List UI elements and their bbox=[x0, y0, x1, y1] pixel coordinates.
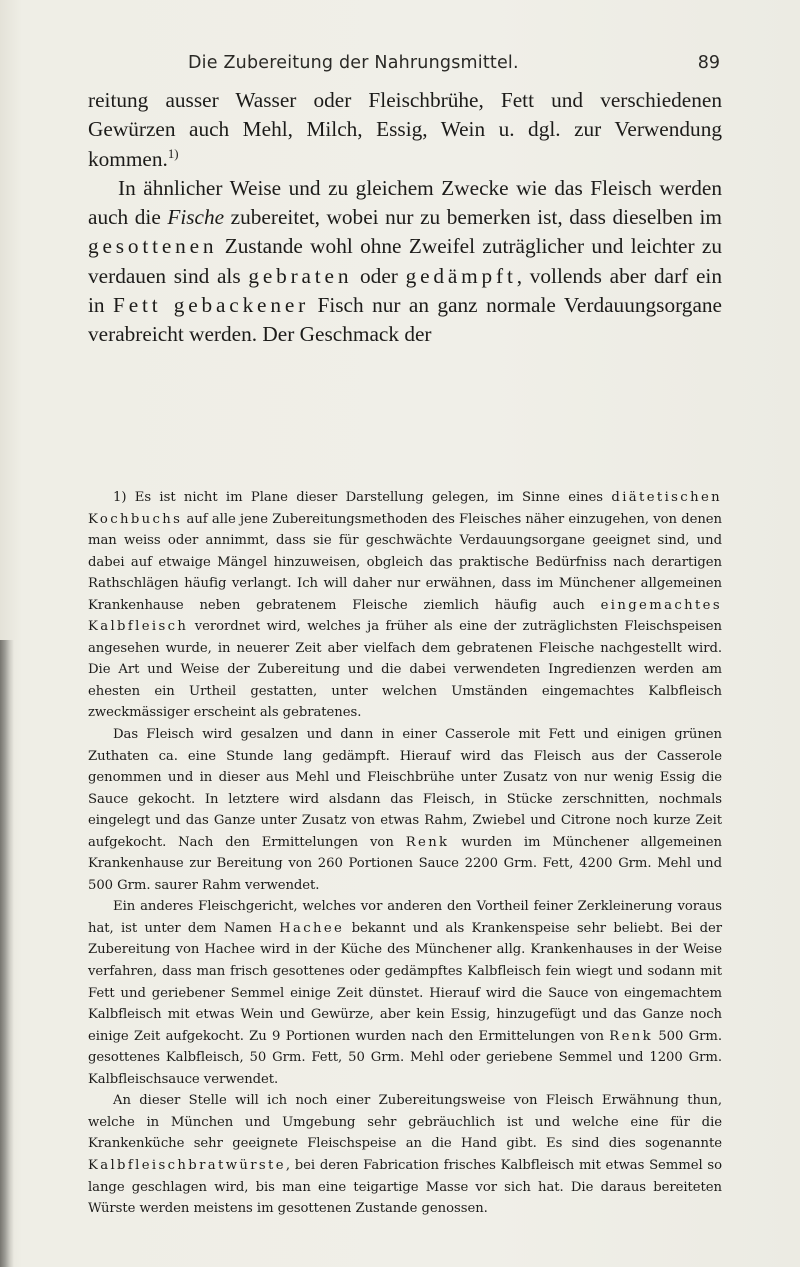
footnote-text: 500 Grm. gesottenes Kalbfleisch, 50 Grm. Fett, 50 Grm. Mehl oder geriebene Semmel und 1200 Grm. Kalbfleischsauce verwendet. bbox=[88, 1028, 723, 1087]
spaced-emphasis: Renk bbox=[405, 834, 450, 850]
footnote-reference: 1) bbox=[167, 146, 179, 161]
spaced-emphasis: eingemachtes Kalbfleisch bbox=[88, 597, 722, 635]
footnote-text: verordnet wird, welches ja früher als eine der zuträglichsten Fleischspeisen angesehen wurde, in neuerer Zeit aber vielfach dem gebratenen Fleische nachgestellt wird. Die Art und Weise der Zubereitung und die dabei verwendeten Ingredienzen werden am ehesten ein Urtheil gestatten, unter welchen Umständen eingemachtes Kalbfleisch zweckmässiger erscheint als gebratenes. bbox=[88, 619, 722, 721]
footnote-text: 1) Es ist nicht im Plane dieser Darstellung gelegen, im Sinne eines bbox=[113, 490, 612, 505]
paragraph-text: reitung ausser Wasser oder Fleischbrühe, Fett und verschiedenen Gewürzen auch Mehl, Milch, Essig, Wein u. dgl. zur Verwendung kommen. bbox=[88, 88, 722, 171]
spaced-emphasis: gedämpft bbox=[405, 263, 517, 288]
footnote-text: , bei deren Fabrication frisches Kalbfleisch mit etwas Semmel so lange geschlagen wird, bis man eine teigartige Masse vor sich hat. Die daraus bereiteten Würste werden meistens im gesottenen Zustande genossen. bbox=[88, 1157, 722, 1217]
footnote-paragraph-2 bbox=[88, 724, 722, 896]
paragraph-text: zubereitet, wobei nur zu bemerken ist, dass dieselben im bbox=[224, 205, 722, 230]
footnote-paragraph-4 bbox=[88, 1090, 722, 1219]
footnote-text: wurden im Münchener allgemeinen Krankenhause zur Bereitung von 260 Portionen Sauce 2200 Grm. Fett, 4200 Grm. Mehl und 500 Grm. saurer Rahm verwendet. bbox=[88, 834, 722, 893]
paragraph-text: oder bbox=[352, 263, 406, 288]
spaced-emphasis: gebraten bbox=[248, 263, 353, 288]
spaced-emphasis: Fett gebackener bbox=[113, 293, 310, 318]
footnote-text: Das Fleisch wird gesalzen und dann in einer Casserole mit Fett und einigen grünen Zuthaten ca. eine Stunde lang gedämpft. Hierauf wird das Fleisch aus der Casserole genommen und in dieser aus Mehl und Fleischbrühe unter Zusatz von nur wenig Essig die Sauce gekocht. In letztere wird alsdann das Fleisch, in Stücke zerschnitten, nochmals eingelegt und das Ganze unter Zusatz von etwas Rahm, Zwiebel und Citrone noch kurze Zeit aufgekocht. Nach den Ermittelungen von bbox=[88, 727, 722, 850]
footnote-text: Ein anderes Fleischgericht, welches vor anderen den Vortheil feiner Zerkleinerung voraus hat, ist unter dem Namen bbox=[88, 899, 722, 936]
page-number: 89 bbox=[697, 53, 720, 73]
spaced-emphasis: Kalbfleischbratwürste bbox=[88, 1157, 286, 1173]
paragraph-text: Zustande wohl ohne Zweifel zuträglicher und leichter zu verdauen sind als bbox=[88, 234, 722, 288]
spaced-emphasis: diätetischen Kochbuchs bbox=[88, 490, 722, 527]
footnote-paragraph-3 bbox=[88, 896, 722, 1090]
running-title: Die Zubereitung der Nahrungsmittel. bbox=[188, 53, 519, 73]
spaced-emphasis: Renk bbox=[609, 1028, 653, 1044]
body-paragraph-1 bbox=[88, 86, 722, 174]
body-paragraph-2 bbox=[88, 174, 722, 350]
paragraph-text: Fisch nur an ganz normale Verdauungsorgane verabreicht werden. Der Geschmack der bbox=[88, 293, 722, 347]
footnote-text: bekannt und als Krankenspeise sehr beliebt. Bei der Zubereitung von Hachee wird in der Küche des Münchener allg. Krankenhauses in der Weise verfahren, dass man frisch gesottenes oder gedämpftes Kalbfleisch fein wiegt und sodann mit Fett und geriebener Semmel einige Zeit dünstet. Hierauf wird die Sauce von eingemachtem Kalbfleisch mit etwas Wein und Gewürze, aber kein Essig, hinzugefügt und das Ganze noch einige Zeit aufgekocht. Zu 9 Portionen wurden nach den Ermittelungen von bbox=[88, 920, 722, 1044]
footnote-text: An dieser Stelle will ich noch einer Zubereitungsweise von Fleisch Erwähnung thun, welche in München und Umgebung sehr gebräuchlich ist und welche eine für die Krankenküche sehr geeignete Fleischspeise an die Hand gibt. Es sind dies sogenannte bbox=[88, 1093, 722, 1152]
page-header bbox=[0, 53, 800, 79]
page-binding-shadow bbox=[0, 640, 14, 1267]
footnote-paragraph-1 bbox=[88, 487, 722, 724]
spaced-emphasis: Hachee bbox=[279, 920, 345, 936]
spaced-emphasis: gesottenen bbox=[88, 234, 218, 259]
italic-term: Fische bbox=[167, 205, 225, 230]
footnote-block bbox=[88, 487, 722, 1220]
footnote-text: auf alle jene Zubereitungsmethoden des Fleisches näher einzugehen, von denen man weiss oder annimmt, dass sie für geschwächte Verdauungsorgane geeignet sind, und dabei auf etwaige Mängel hinzuweisen, obgleich das praktische Bedürfniss nach derartigen Rathschlägen häufig verlangt. Ich will daher nur erwähnen, dass im Münchener allgemeinen Krankenhause neben gebratenem Fleische ziemlich häufig auch bbox=[88, 511, 722, 613]
paragraph-text: , vollends aber darf ein in bbox=[88, 263, 722, 318]
paragraph-text: In ähnlicher Weise und zu gleichem Zwecke wie das Fleisch werden auch die bbox=[88, 175, 722, 230]
main-text bbox=[88, 86, 722, 350]
